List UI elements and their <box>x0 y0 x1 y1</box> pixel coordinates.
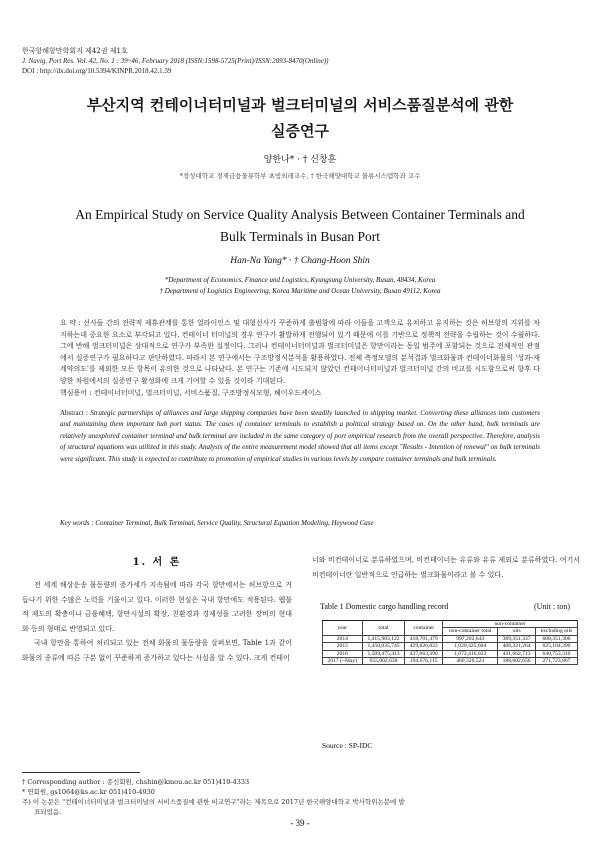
korean-title-line1: 부산지역 컨테이너터미널과 벌크터미널의 서비스품질분석에 관한 <box>86 96 514 114</box>
table-cell: 2015 <box>323 643 363 650</box>
footnotes <box>22 777 578 817</box>
table-cell: 625,104,390 <box>535 643 577 650</box>
table-cell: 188,602,656 <box>498 658 536 665</box>
table-cell: 437,063,390 <box>405 650 443 657</box>
table-cell: 194,676,115 <box>405 658 443 665</box>
table-header-oils: oils <box>498 628 536 635</box>
korean-affiliation: *경성대학교 경제금융물류학부 초빙외래교수, † 한국해양대학교 물류시스템학과 교수 <box>179 172 421 180</box>
table-caption <box>320 602 582 611</box>
table-cell: 429,826,023 <box>405 643 443 650</box>
english-affiliation <box>0 275 600 297</box>
table-header-non-container: non-container <box>443 621 578 628</box>
footnote-member: * 연회원, gs1064@ks.ac.kr 051)410-4930 <box>22 788 155 796</box>
english-affiliation-line2: † Department of Logistics Engineering, Korea Maritime and Ocean University, Busan 49112, Korea <box>159 287 441 295</box>
table-cell: 1,415,903,122 <box>362 635 405 642</box>
table-header-nc-total: non-container total <box>443 628 498 635</box>
footnote-corresponding-author: † Corresponding author : 종신회원, chshin@kmou.ac.kr 051)410-4333 <box>22 778 250 786</box>
korean-title-line2: 실증연구 <box>271 122 329 140</box>
table-cell: 608,351,306 <box>535 635 577 642</box>
table-unit: (Unit : ton) <box>534 602 570 611</box>
table-cell: 389,351,337 <box>498 635 536 642</box>
cargo-handling-table <box>322 620 578 665</box>
footnote-note-continued: 표되었음. <box>34 808 62 816</box>
table-row <box>323 658 578 665</box>
table-source: Source : SP-IDC <box>322 741 373 750</box>
table-header-total: total <box>362 621 405 636</box>
table-cell: 655,002,638 <box>362 658 405 665</box>
intro-paragraph-2: 국내 항만을 통하여 처리되고 있는 전체 화물의 물동량을 살펴보면, Table 1과 같이 화물의 종류에 따른 구분 없이 꾸준하게 증가하고 있다는 사실을 알 수 있다. 크게 컨테이 <box>22 639 292 662</box>
journal-header-line: 한국항해항만학회지 제42권 제1호 <box>22 47 128 55</box>
journal-header <box>22 46 329 76</box>
intro-paragraph-3: 너와 비컨테이너로 분류하였으며, 비컨테이너는 유류와 유류 제외로 분류하였다. 여기서 비컨테이너란 일반적으로 언급하는 벌크화물이라고 볼 수 있다. <box>312 556 580 579</box>
english-keywords-label: Key words : <box>60 519 96 527</box>
section-title: 1. 서 론 <box>132 557 182 568</box>
english-title-line1: An Empirical Study on Service Quality Analysis Between Container Terminals and <box>75 207 525 222</box>
english-affiliation-line1: *Department of Economics, Finance and Logistics, Kyungsung University, Busan, 48434, Korea <box>164 276 436 284</box>
right-column-body <box>312 553 580 582</box>
english-keywords-text: Container Terminal, Bulk Terminal, Service Quality, Structural Equation Modeling, Heywood Case <box>95 519 374 527</box>
english-abstract-label: Abstract : <box>60 409 91 417</box>
table-row <box>323 635 578 642</box>
english-title <box>0 204 600 248</box>
table-cell: 418,701,479 <box>405 635 443 642</box>
table-row <box>323 643 578 650</box>
journal-header-citation: J. Navig. Port Res. Vol. 42, No. 1 : 39~46, February 2018 (ISSN:1598-5725(Print)/ISSN:2093-8470(Online)) <box>22 57 329 65</box>
table-cell: 2016 <box>323 650 363 657</box>
table-cell: 1,072,416,023 <box>443 650 498 657</box>
table-cell: 460,326,523 <box>443 658 498 665</box>
journal-header-doi[interactable]: DOI : http://dx.doi.org/10.5394/KINPR.2018.42.1.39 <box>22 67 172 75</box>
english-title-line2: Bulk Terminals in Busan Port <box>219 229 381 244</box>
table-row <box>323 650 578 657</box>
table-cell: 271,723,867 <box>535 658 577 665</box>
footnote-note: 주) 이 논문은 "컨테이너터미널과 벌크터미널의 서비스품질에 관한 비교연구"라는 제목으로 2017년 한국해양대학교 박사학위논문에 발 <box>22 798 405 806</box>
footnote-divider <box>22 772 140 773</box>
table-header-year: year <box>323 621 363 636</box>
korean-abstract-text: 선사들 간의 전략적 제휴관계를 통한 얼라이언스 및 대형선사가 꾸준하게 출범함에 따라 이들을 고객으로 유치하고 유지하는 것은 허브항의 지위를 차지하는데 중요한 요소로 부각되고 있다. 컨테이너 터미널의 경우 연구가 활발하게 진행되어 있기 때문에 이를 기반으로 정책적 전략을 수립하는 것이 수월하다. 그에 반해 벌크터미널은 상대적으로 연구가 부족한 실정이다. 그러나 컨테이너터미널과 벌크터미널은 항만이라는 동일 범주에 포함되는 것으로 전체적인 관점에서 실증연구가 필요하다고 판단하였다. 따라서 본 연구에서는 구조방정식분석을 활용하였다. 전체 측정모델의 분석결과 벌크화물과 컨테이너화물의 '성과-재계약의도'를 제외한 모든 항목이 유의한 것으로 나타났다. 본 연구는 기존에 시도되지 않았던 컨테이너터미널과 벌크터미널 간의 비교를 시도함으로써 향후 다양한 차원에서의 실증연구 활성화에 크게 기여할 수 있을 것이라 기대된다. <box>60 319 540 385</box>
table-cell: 431,662,713 <box>498 650 536 657</box>
table-cell: 640,753,310 <box>535 650 577 657</box>
korean-keywords: 핵심용어 : 컨테이너터미널, 벌크터미널, 서비스품질, 구조방정식모형, 헤이우드케이스 <box>60 389 322 397</box>
korean-abstract <box>60 318 540 388</box>
table-cell: 997,202,643 <box>443 635 498 642</box>
english-abstract <box>60 408 540 465</box>
korean-title <box>0 92 600 144</box>
korean-authors: 양한나* · † 신창훈 <box>263 155 337 165</box>
table-cell: 2017 (~May) <box>323 658 363 665</box>
table-header-container: container <box>405 621 443 636</box>
table-cell: 2014 <box>323 635 363 642</box>
english-keywords <box>60 519 540 527</box>
table-cell: 408,321,264 <box>498 643 536 650</box>
korean-abstract-label: 요 약 : <box>60 319 84 327</box>
english-authors: Han-Na Yang* · † Chang-Hoon Shin <box>230 256 370 266</box>
english-abstract-text: Strategic partnerships of alliances and large shipping companies have been steadily launched in shipping market. Converting these alliances into customers and maintaining them important hub port status. The cases of container terminals to establish a political strategy based on. On the other hand, bulk terminals are relatively unexplored container terminal and bulk terminal are included in the same category of port empirical research from the overall perspective. Therefore, analysis of structural equations was utilized in this study. Analysis of the entire measurement model showed that all items except "Results - Intention of renewal" on bulk terminals were significant. This study is expected to contribute to promotion of empirical studies in various levels by compare container terminals and bulk terminals. <box>60 409 540 463</box>
table-cell: 1,509,475,413 <box>362 650 405 657</box>
table-title: Table 1 Domestic cargo handling record <box>320 602 449 611</box>
page-number: - 39 - <box>290 818 310 828</box>
table-cell: 1,450,035,745 <box>362 643 405 650</box>
table-cell: 1,020,425,604 <box>443 643 498 650</box>
table-header-excluding-oils: excluding oils <box>535 628 577 635</box>
intro-paragraph-1: 전 세계 해상운송 물동량의 증가세가 지속됨에 따라 각국 항만에서는 허브항으로 거듭나기 위한 수많은 노력을 기울이고 있다. 이러한 현실은 국내 항만에도 적용된다. 웹불적 제도의 확충이나 금융혜택, 항만시설의 확장, 친환경과 경제성을 고려한 장비의 현대화 등의 형태로 반영되고 있다. <box>22 581 292 633</box>
left-column-body <box>22 578 292 666</box>
